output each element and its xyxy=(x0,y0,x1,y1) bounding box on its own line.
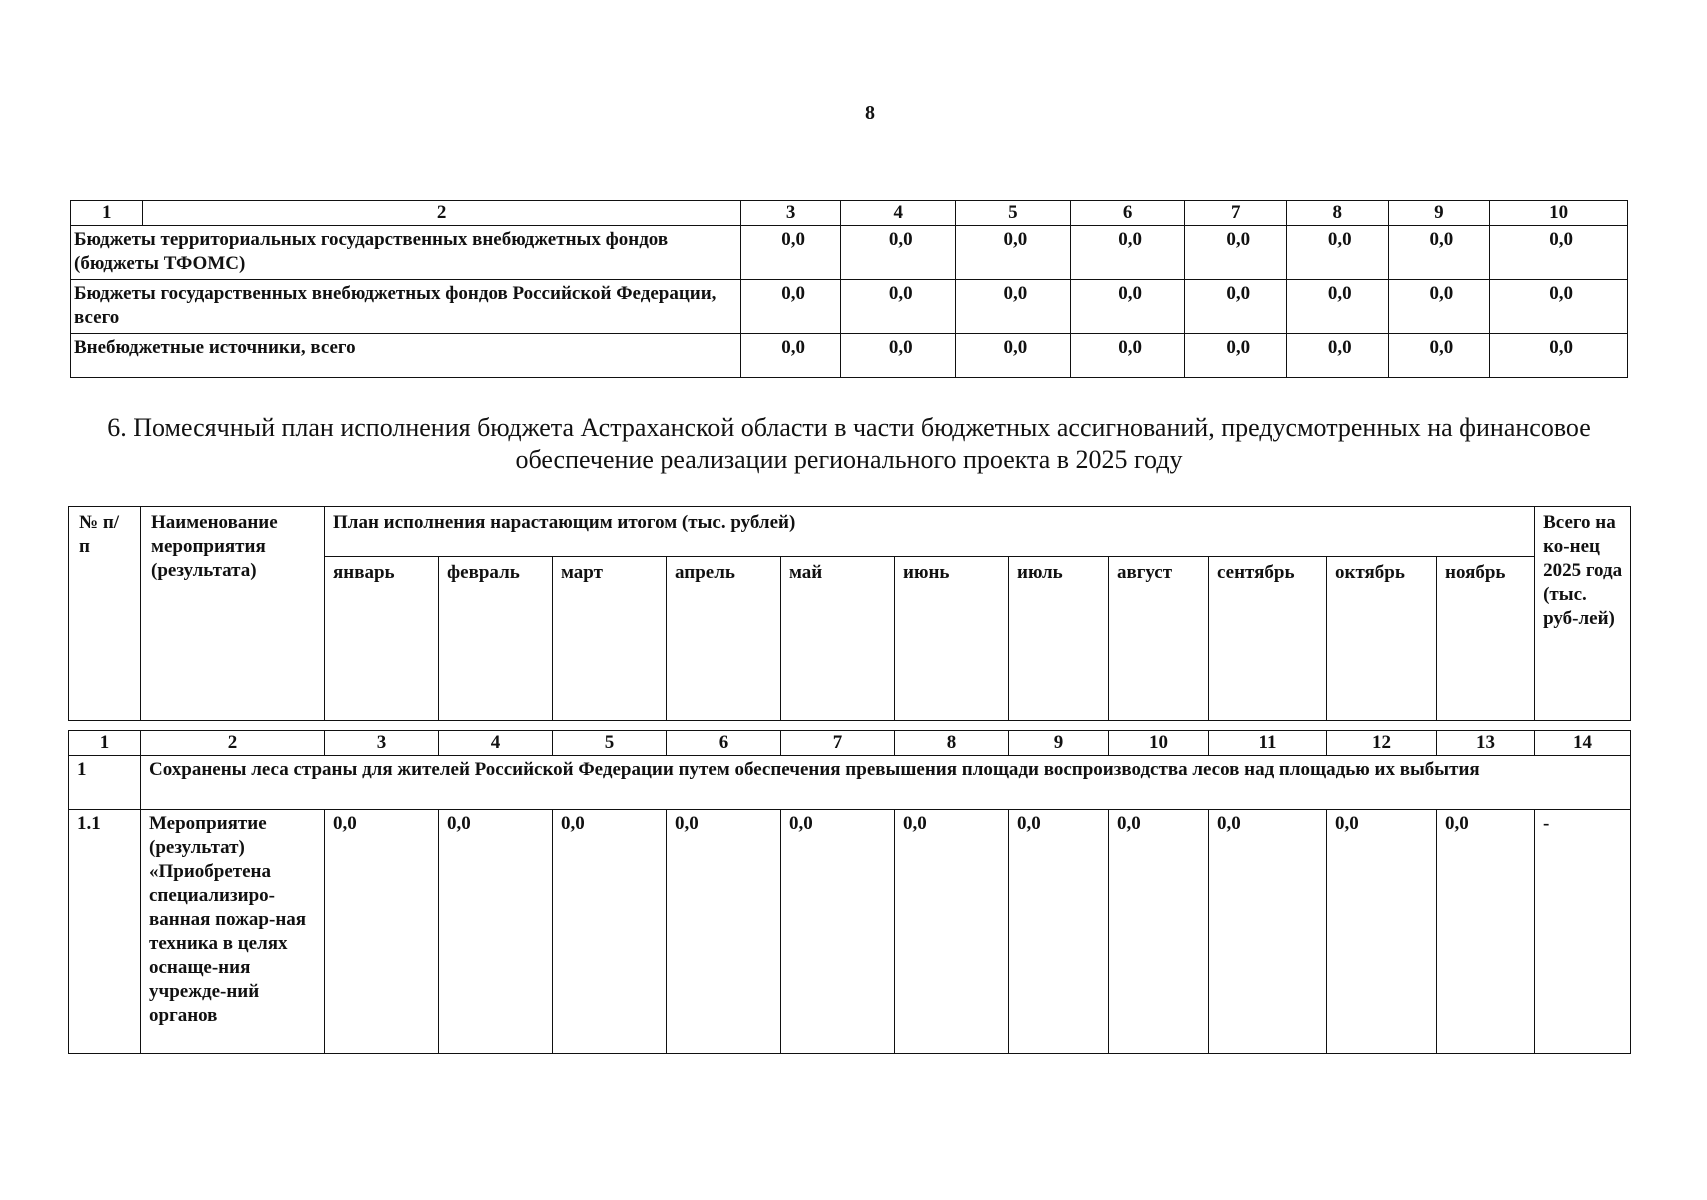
value-cell: 0,0 xyxy=(1388,280,1490,334)
index-cell: 10 xyxy=(1490,201,1628,226)
row-label: Бюджеты территориальных государственных внебюджетных фондов (бюджеты ТФОМС) xyxy=(71,226,741,280)
index-cell: 14 xyxy=(1535,731,1631,756)
value-cell: 0,0 xyxy=(781,810,895,1054)
item-number: 1.1 xyxy=(69,810,141,1054)
index-cell: 9 xyxy=(1009,731,1109,756)
column-header-number: № п/п xyxy=(69,507,141,721)
value-cell: 0,0 xyxy=(1209,810,1327,1054)
index-cell: 13 xyxy=(1437,731,1535,756)
index-cell: 2 xyxy=(141,731,325,756)
index-cell: 7 xyxy=(1185,201,1287,226)
month-header: февраль xyxy=(439,557,553,721)
value-cell: 0,0 xyxy=(1185,280,1287,334)
month-header: октябрь xyxy=(1327,557,1437,721)
group-row xyxy=(69,756,1631,810)
index-cell: 8 xyxy=(895,731,1009,756)
table-row xyxy=(71,226,1628,280)
value-cell: 0,0 xyxy=(1490,280,1628,334)
value-cell: 0,0 xyxy=(1437,810,1535,1054)
value-cell: 0,0 xyxy=(841,280,956,334)
row-label: Внебюджетные источники, всего xyxy=(71,334,741,378)
index-cell: 5 xyxy=(956,201,1071,226)
index-cell: 8 xyxy=(1286,201,1388,226)
section-heading: 6. Помесячный план исполнения бюджета Астраханской области в части бюджетных ассигнований, предусмотренных на финансовое обеспечение реализации регионального проекта в 2025 году xyxy=(107,413,1591,474)
value-cell: 0,0 xyxy=(895,810,1009,1054)
value-cell: 0,0 xyxy=(1009,810,1109,1054)
value-cell: 0,0 xyxy=(740,334,841,378)
column-header-total: Всего на ко-нец 2025 года (тыс. руб-лей) xyxy=(1535,507,1631,721)
value-cell: 0,0 xyxy=(956,280,1071,334)
index-cell: 9 xyxy=(1388,201,1490,226)
item-name: Мероприятие (результат) «Приобретена специализиро-ванная пожар-ная техника в целях оснаще-ния учрежде-ний органов xyxy=(141,810,325,1054)
index-cell: 12 xyxy=(1327,731,1437,756)
index-cell: 6 xyxy=(1070,201,1185,226)
value-cell: 0,0 xyxy=(1109,810,1209,1054)
index-cell: 2 xyxy=(143,201,740,226)
index-cell: 3 xyxy=(325,731,439,756)
group-title: Сохранены леса страны для жителей Российской Федерации путем обеспечения превышения площади воспроизводства лесов над площадью их выбытия xyxy=(141,756,1631,810)
column-header-plan: План исполнения нарастающим итогом (тыс. рублей) xyxy=(325,507,1535,557)
index-cell: 1 xyxy=(69,731,141,756)
month-header: март xyxy=(553,557,667,721)
value-cell: 0,0 xyxy=(1070,226,1185,280)
index-row xyxy=(71,201,1628,226)
monthly-plan-table xyxy=(68,730,1631,1054)
value-cell: 0,0 xyxy=(841,334,956,378)
month-header: август xyxy=(1109,557,1209,721)
table-row xyxy=(71,280,1628,334)
value-cell: 0,0 xyxy=(1286,334,1388,378)
index-row xyxy=(69,731,1631,756)
value-cell: 0,0 xyxy=(1185,226,1287,280)
month-header: январь xyxy=(325,557,439,721)
index-cell: 7 xyxy=(781,731,895,756)
value-cell: 0,0 xyxy=(1185,334,1287,378)
table-row xyxy=(69,810,1631,1054)
value-cell: 0,0 xyxy=(1490,334,1628,378)
index-cell: 4 xyxy=(439,731,553,756)
row-label: Бюджеты государственных внебюджетных фондов Российской Федерации, всего xyxy=(71,280,741,334)
value-cell: 0,0 xyxy=(1327,810,1437,1054)
budget-sources-table xyxy=(70,200,1628,378)
value-cell: 0,0 xyxy=(325,810,439,1054)
value-cell: 0,0 xyxy=(740,280,841,334)
index-cell: 5 xyxy=(553,731,667,756)
month-header: сентябрь xyxy=(1209,557,1327,721)
value-cell: 0,0 xyxy=(553,810,667,1054)
value-cell: 0,0 xyxy=(1388,226,1490,280)
value-cell: 0,0 xyxy=(1388,334,1490,378)
value-cell: 0,0 xyxy=(1286,280,1388,334)
value-cell: 0,0 xyxy=(1490,226,1628,280)
value-cell: 0,0 xyxy=(1070,280,1185,334)
index-cell: 3 xyxy=(740,201,841,226)
monthly-plan-header-table xyxy=(68,506,1631,721)
month-header: ноябрь xyxy=(1437,557,1535,721)
page-number: 8 xyxy=(865,102,875,124)
total-cell: - xyxy=(1535,810,1631,1054)
table-row xyxy=(71,334,1628,378)
month-header: апрель xyxy=(667,557,781,721)
month-header: июль xyxy=(1009,557,1109,721)
value-cell: 0,0 xyxy=(1286,226,1388,280)
value-cell: 0,0 xyxy=(956,226,1071,280)
value-cell: 0,0 xyxy=(439,810,553,1054)
value-cell: 0,0 xyxy=(740,226,841,280)
value-cell: 0,0 xyxy=(1070,334,1185,378)
index-cell: 1 xyxy=(71,201,143,226)
index-cell: 4 xyxy=(841,201,956,226)
value-cell: 0,0 xyxy=(956,334,1071,378)
index-cell: 10 xyxy=(1109,731,1209,756)
index-cell: 6 xyxy=(667,731,781,756)
month-header: май xyxy=(781,557,895,721)
value-cell: 0,0 xyxy=(667,810,781,1054)
month-header: июнь xyxy=(895,557,1009,721)
group-number: 1 xyxy=(69,756,141,810)
value-cell: 0,0 xyxy=(841,226,956,280)
index-cell: 11 xyxy=(1209,731,1327,756)
column-header-name: Наименование мероприятия (результата) xyxy=(141,507,325,721)
